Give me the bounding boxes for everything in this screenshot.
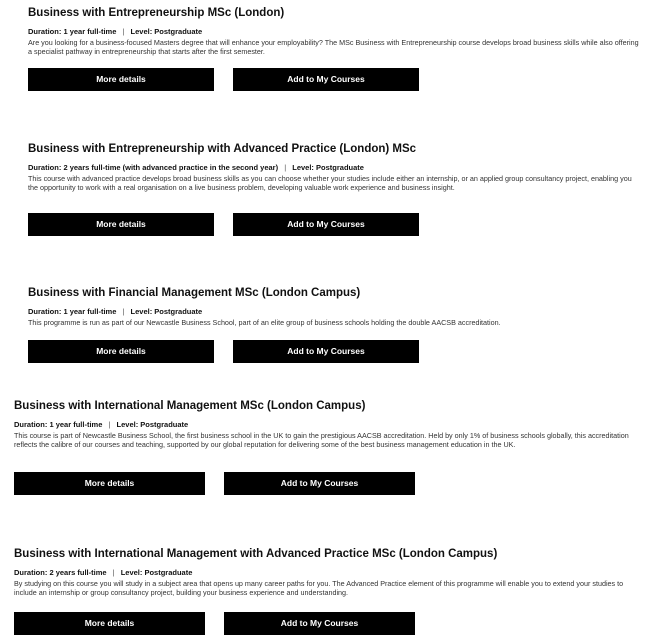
- more-details-button[interactable]: More details: [28, 68, 214, 91]
- meta-separator: |: [112, 568, 115, 577]
- course-description: This course is part of Newcastle Business School, the first business school in the UK to gain the prestigious AACSB accreditation. Held by only 1% of business schools globally, this accreditation reflects the calibre of our courses and teaching, supported by our global reputation for delivering some of the best business management education in the UK.: [14, 431, 629, 450]
- level-value: Postgraduate: [140, 420, 189, 429]
- meta-separator: |: [108, 420, 111, 429]
- course-description: This programme is run as part of our Newcastle Business School, part of an elite group of business schools holding the double AACSB accreditation.: [28, 318, 501, 327]
- level-label: Level:: [292, 163, 314, 172]
- more-details-button[interactable]: More details: [14, 472, 205, 495]
- duration-value: 2 years full-time (with advanced practice in the second year): [63, 163, 279, 172]
- meta-separator: |: [284, 163, 287, 172]
- level-value: Postgraduate: [144, 568, 193, 577]
- level-label: Level:: [130, 307, 153, 316]
- duration-label: Duration:: [14, 568, 48, 577]
- duration-label: Duration:: [28, 27, 62, 36]
- level-value: Postgraduate: [154, 307, 203, 316]
- add-to-my-courses-button[interactable]: Add to My Courses: [233, 68, 419, 91]
- duration-label: Duration:: [28, 163, 62, 172]
- add-to-my-courses-button[interactable]: Add to My Courses: [224, 612, 415, 635]
- level-value: Postgraduate: [154, 27, 203, 36]
- course-meta: [28, 27, 640, 36]
- course-card: [14, 547, 638, 597]
- level-label: Level:: [120, 568, 143, 577]
- course-card: [28, 286, 640, 327]
- add-to-my-courses-button[interactable]: Add to My Courses: [224, 472, 415, 495]
- duration-value: 1 year full-time: [63, 307, 117, 316]
- course-title[interactable]: Business with Financial Management MSc (London Campus): [28, 287, 361, 299]
- meta-separator: |: [122, 27, 125, 36]
- course-title[interactable]: Business with Entrepreneurship MSc (London): [28, 7, 285, 19]
- course-description: Are you looking for a business-focused Masters degree that will enhance your employability? The MSc Business with Entrepreneurship course develops broad business skills while also offering a specialist pathway in entrepreneurship that starts after the first semester.: [28, 38, 639, 57]
- course-meta: [28, 307, 640, 316]
- course-title[interactable]: Business with Entrepreneurship with Advanced Practice (London) MSc: [28, 143, 417, 155]
- course-title[interactable]: Business with International Management with Advanced Practice MSc (London Campus): [14, 548, 498, 560]
- course-title[interactable]: Business with International Management MSc (London Campus): [14, 400, 366, 412]
- level-label: Level:: [130, 27, 153, 36]
- course-description: This course with advanced practice develops broad business skills as you can choose whether your studies include either an internship, or an applied group consultancy project, enabling you the opportunity to work with a real organisation on a live business problem, developing valuable work experience and business insight.: [28, 174, 632, 193]
- course-meta: [14, 420, 638, 429]
- meta-separator: |: [122, 307, 125, 316]
- course-card: [28, 6, 640, 56]
- more-details-button[interactable]: More details: [28, 213, 214, 236]
- course-card: [14, 399, 638, 449]
- more-details-button[interactable]: More details: [28, 340, 214, 363]
- course-meta: [14, 568, 638, 577]
- duration-value: 1 year full-time: [49, 420, 103, 429]
- duration-value: 1 year full-time: [63, 27, 117, 36]
- more-details-button[interactable]: More details: [14, 612, 205, 635]
- level-value: Postgraduate: [316, 163, 364, 172]
- add-to-my-courses-button[interactable]: Add to My Courses: [233, 340, 419, 363]
- add-to-my-courses-button[interactable]: Add to My Courses: [233, 213, 419, 236]
- duration-label: Duration:: [14, 420, 48, 429]
- level-label: Level:: [116, 420, 139, 429]
- course-description: By studying on this course you will study in a subject area that opens up many career paths for you. The Advanced Practice element of this programme will enable you to extend your studies to include an internship or group consultancy project, building your business experience and understanding.: [14, 579, 624, 598]
- duration-label: Duration:: [28, 307, 62, 316]
- duration-value: 2 years full-time: [49, 568, 107, 577]
- course-card: [28, 142, 640, 192]
- course-meta: [28, 163, 640, 172]
